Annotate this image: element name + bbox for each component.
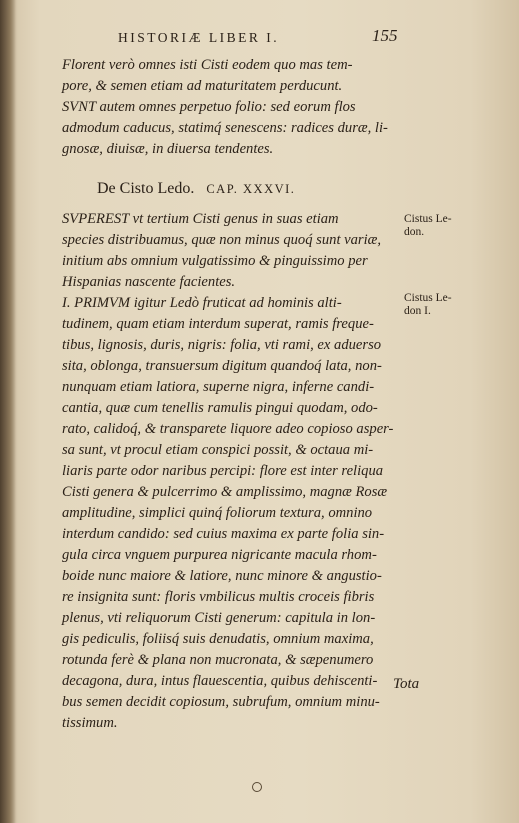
- text-line: decagona, dura, intus flauescentia, quibus dehiscenti-: [62, 673, 378, 689]
- text-line: gula circa vnguem purpurea nigricante macula rhom-: [62, 547, 377, 563]
- text-line: pore, & semen etiam ad maturitatem perducunt.: [62, 78, 343, 94]
- text-line: tibus, lignosis, duris, nigris: folia, vti rami, ex aduerso: [62, 337, 382, 353]
- text-line: gnosæ, diuisæ, in diuersa tendentes.: [62, 141, 274, 157]
- text-line: SVNT autem omnes perpetuo folio: sed eorum flos: [62, 99, 356, 115]
- text-line: amplitudine, simplici quinq́ foliorum textura, omnino: [62, 505, 373, 521]
- text-line: tudinem, quam etiam interdum superat, ramis freque-: [62, 316, 374, 332]
- chapter-number: CAP. XXXVI.: [206, 182, 296, 196]
- text-line: SVPEREST vt tertium Cisti genus in suas etiam: [62, 211, 339, 227]
- text-line: rato, calidoq́, & transparete liquore adeo copioso asper-: [62, 421, 394, 437]
- text-line: species distribuamus, quæ non minus quoq́ sunt variæ,: [62, 232, 382, 248]
- text-line: plenus, vti reliquorum Cisti generum: capitula in lon-: [62, 610, 376, 626]
- text-line: interdum candido: sed cuius maxima ex parte folia sin-: [62, 526, 385, 542]
- text-line: sita, oblonga, transuersum digitum quandoq́ lata, non-: [62, 358, 382, 374]
- text-line: Florent verò omnes isti Cisti eodem quo mas tem-: [62, 57, 353, 73]
- text-line: I. PRIMVM igitur Ledò fruticat ad hominis alti-: [62, 295, 342, 311]
- text-line: admodum caducus, statimq́ senescens: radices duræ, li-: [62, 120, 388, 136]
- text-line: re insignita sunt: floris vmbilicus multis croceis fibris: [62, 589, 375, 605]
- text-line: gis pediculis, foliisq́ suis denudatis, omnium maxima,: [62, 631, 374, 647]
- margin-note: Cistus Le- don I.: [404, 292, 452, 317]
- text-line: Hispanias nascente facientes.: [62, 274, 236, 290]
- text-line: liaris parte odor naribus percipi: flore est inter reliqua: [62, 463, 384, 479]
- catchword: Tota: [393, 676, 420, 692]
- text-line: sa sunt, vt procul etiam conspici possit, & octaua mi-: [62, 442, 374, 458]
- text-line: bus semen decidit copiosum, subrufum, omnium minu-: [62, 694, 380, 710]
- text-line: initium abs omnium vulgatissimo & pinguissimo per: [62, 253, 368, 269]
- text-line: tissimum.: [62, 715, 118, 731]
- running-title: HISTORIÆ LIBER I.: [118, 30, 280, 45]
- ornament-ring: [252, 782, 262, 792]
- text-line: Cisti genera & pulcerrimo & amplissimo, magnæ Rosæ: [62, 484, 388, 500]
- text-line: rotunda ferè & plana non mucronata, & sæpenumero: [62, 652, 374, 668]
- chapter-heading: [97, 180, 295, 198]
- text-line: nunquam etiam latiora, superne nigra, inferne candi-: [62, 379, 375, 395]
- text-line: boide nunc maiore & latiore, nunc minore & angustio-: [62, 568, 382, 584]
- page-gutter-edge: [0, 0, 16, 823]
- margin-note: Cistus Le- don.: [404, 213, 452, 238]
- text-line: cantia, quæ cum tenellis ramulis pingui quodam, odo-: [62, 400, 378, 416]
- chapter-title: De Cisto Ledo.: [97, 180, 195, 197]
- page-number: 155: [372, 26, 398, 45]
